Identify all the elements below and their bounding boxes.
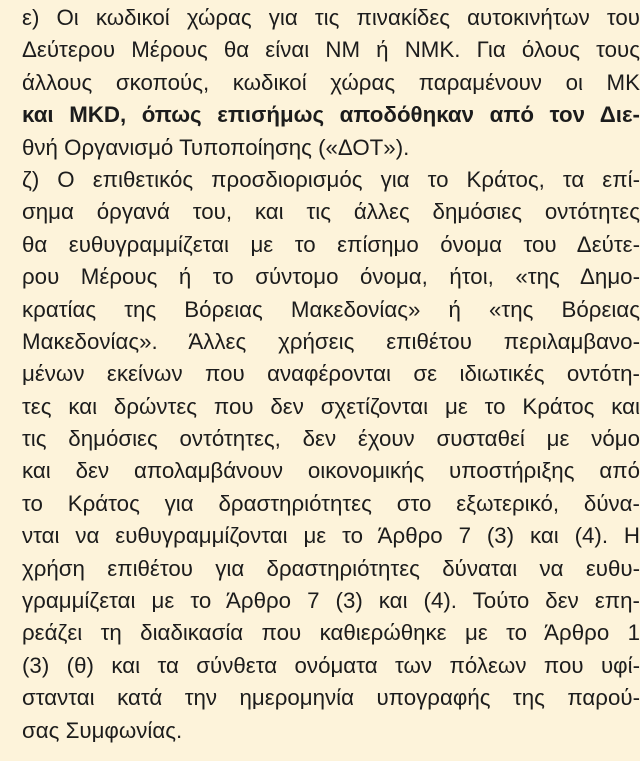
document-text-block xyxy=(22,2,640,747)
text-line: σας Συμφωνίας. xyxy=(22,717,183,743)
text-line: θνή Οργανισμό Τυποποίησης («ΔΟΤ»). xyxy=(22,134,410,160)
text-line: ζ) Ο επιθετικός προσδιορισμός για το Κράτος, τα επί- xyxy=(22,166,640,192)
text-line: τες και δρώντες που δεν σχετίζονται με το Κράτος και xyxy=(22,393,640,419)
text-line: γραμμίζεται με το Άρθρο 7 (3) και (4). Τούτο δεν επη- xyxy=(22,588,640,614)
text-line: και δεν απολαμβάνουν οικονομικής υποστήριξης από xyxy=(22,458,640,484)
text-line: χρήση επιθέτου για δραστηριότητες δύναται να ευθυ- xyxy=(22,555,640,581)
text-line: Μακεδονίας». Άλλες χρήσεις επιθέτου περιλαμβανο- xyxy=(22,328,640,354)
text-line: τις δημόσιες οντότητες, δεν έχουν συσταθεί με νόμο xyxy=(22,426,640,452)
text-line: ρου Μέρους ή το σύντομο όνομα, ήτοι, «της Δημο- xyxy=(22,264,640,290)
text-line: στανται κατά την ημερομηνία υπογραφής της παρού- xyxy=(22,685,640,711)
text-line: Δεύτερου Μέρους θα είναι NM ή NMK. Για όλους τους xyxy=(22,37,640,63)
text-line: θα ευθυγραμμίζεται με το επίσημο όνομα του Δεύτε- xyxy=(22,231,640,257)
text-line: ρεάζει τη διαδικασία που καθιερώθηκε με το Άρθρο 1 xyxy=(22,620,640,646)
text-line: νται να ευθυγραμμίζονται με το Άρθρο 7 (3) και (4). Η xyxy=(22,523,640,549)
text-line: (3) (θ) και τα σύνθετα ονόματα των πόλεων που υφί- xyxy=(22,652,640,678)
text-line: κρατίας της Βόρειας Μακεδονίας» ή «της Βόρειας xyxy=(22,296,640,322)
text-line: σημα όργανά του, και τις άλλες δημόσιες οντότητες xyxy=(22,199,640,225)
text-line: ε) Οι κωδικοί χώρας για τις πινακίδες αυτοκινήτων του xyxy=(22,5,640,30)
text-line: και MKD, όπως επισήμως αποδόθηκαν από τον Διε- xyxy=(22,102,640,128)
text-line: άλλους σκοπούς, κωδικοί χώρας παραμένουν οι MK xyxy=(22,69,640,95)
text-line: μένων εκείνων που αναφέρονται σε ιδιωτικές οντότη- xyxy=(22,361,640,387)
text-line: το Κράτος για δραστηριότητες στο εξωτερικό, δύνα- xyxy=(22,490,640,516)
